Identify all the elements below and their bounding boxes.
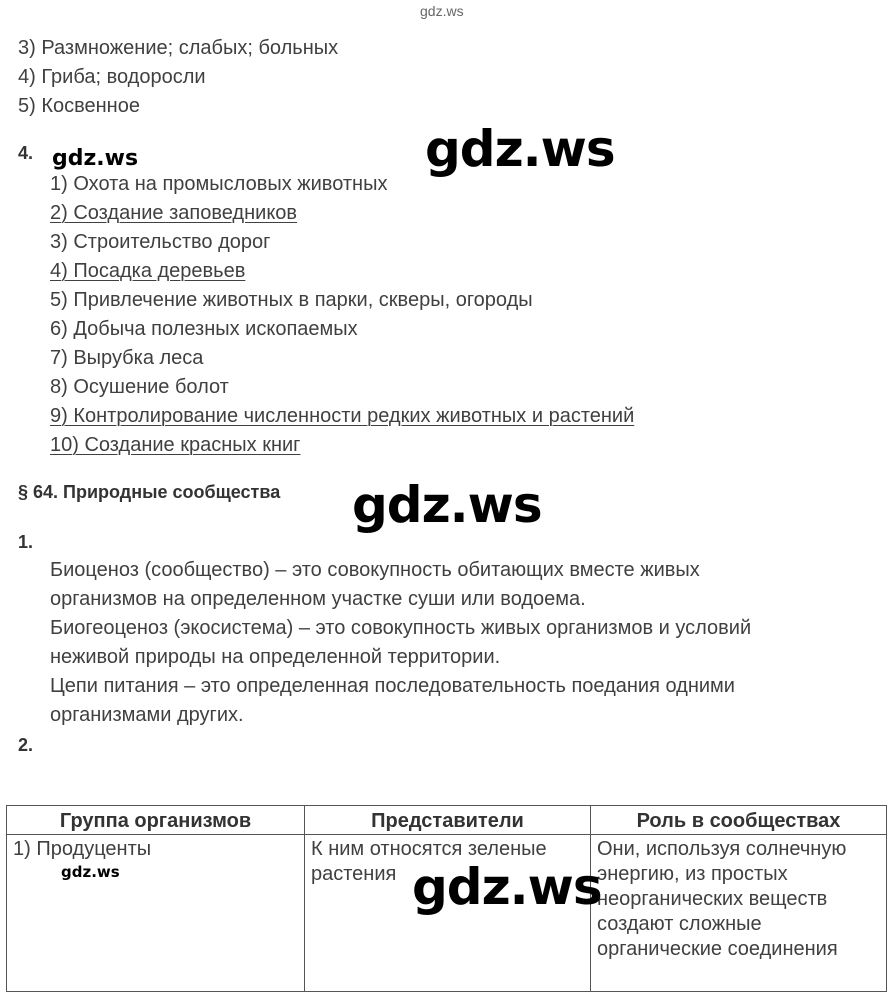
list-item: 1) Охота на промысловых животных [50,173,388,195]
list-item: 5) Привлечение животных в парки, скверы, огороды [50,289,533,311]
task-number: 4. [18,143,34,163]
list-item: 3) Строительство дорог [50,231,271,253]
table-cell-group [7,835,305,992]
list-item: 8) Осушение болот [50,376,229,398]
watermark: gdz.ws [61,863,120,881]
text-line: Биоценоз (сообщество) – это совокупность обитающих вместе живых [50,559,700,581]
text-line: неживой природы на определенной территории. [50,646,501,668]
table-cell-role: Они, используя солнечную энергию, из простых неорганических веществ создают сложные органические соединения [591,835,887,992]
watermark: gdz.ws [412,858,602,916]
table-header: Роль в сообществах [591,806,887,835]
list-item: 6) Добыча полезных ископаемых [50,318,358,340]
top-watermark: gdz.ws [420,3,464,19]
text-line: организмами других. [50,704,244,726]
text-line: организмов на определенном участке суши или водоема. [50,588,586,610]
answer-line: 4) Гриба; водоросли [18,66,206,88]
text-line: Цепи питания – это определенная последовательность поедания одними [50,675,735,697]
table-header: Группа организмов [7,806,305,835]
list-item-underlined: 4) Посадка деревьев [50,260,246,282]
table-header: Представители [305,806,591,835]
list-item-underlined: 10) Создание красных книг [50,434,301,456]
group-name: 1) Продуценты [13,838,152,860]
answer-line: 5) Косвенное [18,95,140,117]
answer-line: 3) Размножение; слабых; больных [18,37,339,59]
watermark: gdz.ws [52,146,139,171]
task-number: 1. [18,532,34,552]
table-header-row [7,806,887,835]
section-title: § 64. Природные сообщества [18,482,281,502]
task-number: 2. [18,735,34,755]
text-line: Биогеоценоз (экосистема) – это совокупность живых организмов и условий [50,617,752,639]
list-item-underlined: 2) Создание заповедников [50,202,298,224]
list-item: 7) Вырубка леса [50,347,204,369]
table-cell-representatives: К ним относятся зеленые растения [305,835,591,992]
watermark: gdz.ws [352,476,542,534]
watermark: gdz.ws [425,120,615,178]
list-item-underlined: 9) Контролирование численности редких животных и растений [50,405,635,427]
